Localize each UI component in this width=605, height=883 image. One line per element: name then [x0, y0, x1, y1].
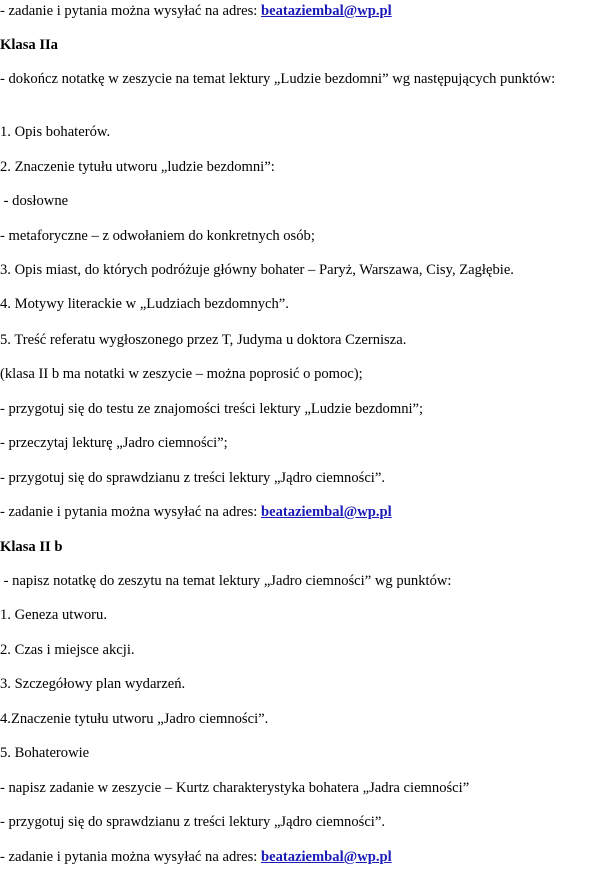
section-a-line: 3. Opis miast, do których podróżuje główny bohater – Paryż, Warszawa, Cisy, Zagłębie.	[0, 262, 514, 278]
section-b-heading: Klasa II b	[0, 539, 63, 555]
email-link[interactable]: beataziembal@wp.pl	[260, 849, 392, 865]
contact-prefix: - zadanie i pytania można wysyłać na adres:	[0, 849, 261, 865]
section-b-line: 4.Znaczenie tytułu utworu „Jadro ciemności”.	[0, 711, 269, 727]
contact-prefix: - zadanie i pytania można wysyłać na adres:	[0, 504, 261, 520]
section-a-line: - metaforyczne – z odwołaniem do konkretnych osób;	[0, 228, 315, 244]
email-link[interactable]: beataziembal@wp.pl	[260, 504, 392, 520]
contact-line-b	[0, 849, 392, 866]
contact-prefix: - zadanie i pytania można wysyłać na adres:	[0, 3, 261, 19]
section-a-line: 1. Opis bohaterów.	[0, 124, 111, 140]
section-a-line: - przygotuj się do sprawdzianu z treści lektury „Jądro ciemności”.	[0, 470, 385, 486]
section-a-line: 4. Motywy literackie w „Ludziach bezdomnych”.	[0, 296, 289, 312]
email-link[interactable]: beataziembal@wp.pl	[260, 3, 392, 19]
section-a-heading: Klasa IIa	[0, 37, 58, 53]
section-b-line: - przygotuj się do sprawdzianu z treści lektury „Jądro ciemności”.	[0, 814, 385, 830]
section-b-line: 1. Geneza utworu.	[0, 607, 107, 623]
section-a-line: - dosłowne	[0, 193, 69, 209]
section-b-line: 3. Szczegółowy plan wydarzeń.	[0, 676, 186, 692]
section-a-line: 5. Treść referatu wygłoszonego przez T, Judyma u doktora Czernisza.	[0, 332, 407, 348]
contact-line-top	[0, 3, 392, 20]
section-a-line: - przeczytaj lekturę „Jadro ciemności”;	[0, 435, 228, 451]
section-b-line: - napisz notatkę do zeszytu na temat lektury „Jadro ciemności” wg punktów:	[0, 573, 452, 589]
section-a-line: - dokończ notatkę w zeszycie na temat lektury „Ludzie bezdomni” wg następujących punktów:	[0, 71, 556, 87]
contact-line-a	[0, 504, 392, 521]
section-a-line: 2. Znaczenie tytułu utworu „ludzie bezdomni”:	[0, 159, 275, 175]
section-b-line: - napisz zadanie w zeszycie – Kurtz charakterystyka bohatera „Jadra ciemności”	[0, 780, 470, 796]
section-b-line: 5. Bohaterowie	[0, 745, 90, 761]
section-a-line: - przygotuj się do testu ze znajomości treści lektury „Ludzie bezdomni”;	[0, 401, 424, 417]
section-a-line: (klasa II b ma notatki w zeszycie – można poprosić o pomoc);	[0, 366, 363, 382]
section-b-line: 2. Czas i miejsce akcji.	[0, 642, 135, 658]
